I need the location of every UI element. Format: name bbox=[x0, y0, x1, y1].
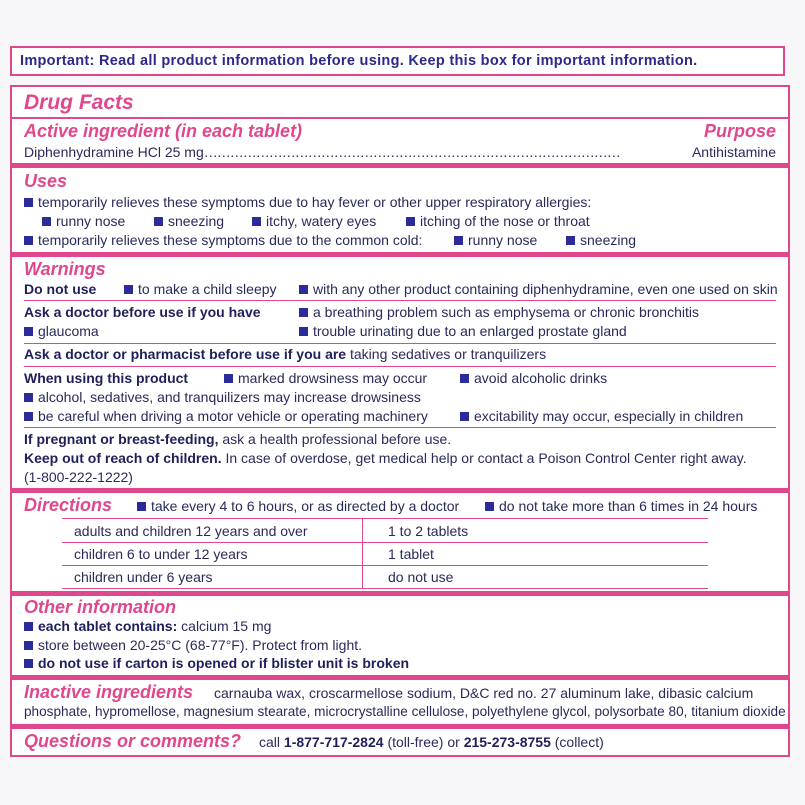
bullet-icon bbox=[299, 285, 308, 294]
active-ingredient-line bbox=[24, 144, 776, 160]
warning-item-text: with any other product containing diphenhydramine, even one used on skin bbox=[313, 281, 778, 297]
warning-item-text: alcohol, sedatives, and tranquilizers may increase drowsiness bbox=[38, 389, 421, 405]
pregnant-text: ask a health professional before use. bbox=[222, 431, 452, 447]
uses-item-text: itchy, watery eyes bbox=[266, 213, 377, 229]
keep-out-heading: Keep out of reach of children. bbox=[24, 450, 222, 466]
drug-facts-panel bbox=[10, 85, 790, 757]
poison-control-phone: (1-800-222-1222) bbox=[24, 469, 133, 485]
uses-item-text: sneezing bbox=[580, 232, 637, 248]
active-ingredient-heading: Active ingredient (in each tablet) bbox=[24, 121, 303, 141]
uses-item-text: itching of the nose or throat bbox=[420, 213, 590, 229]
bullet-icon bbox=[566, 236, 575, 245]
bullet-icon bbox=[154, 217, 163, 226]
section-divider bbox=[12, 163, 788, 168]
bullet-icon bbox=[24, 412, 33, 421]
warning-item bbox=[24, 408, 428, 424]
tollfree-number[interactable]: 1-877-717-2824 bbox=[283, 734, 384, 750]
bullet-icon bbox=[24, 198, 33, 207]
bullet-icon bbox=[42, 217, 51, 226]
bullet-icon bbox=[24, 641, 33, 650]
bullet-icon bbox=[137, 502, 146, 511]
other-info-text: calcium 15 mg bbox=[181, 618, 272, 634]
bullet-icon bbox=[224, 374, 233, 383]
table-border bbox=[62, 588, 708, 589]
bullet-icon bbox=[406, 217, 415, 226]
purpose-text: Antihistamine bbox=[691, 144, 776, 160]
warning-item bbox=[124, 281, 277, 297]
bullet-icon bbox=[460, 374, 469, 383]
direction-item-text: do not take more than 6 times in 24 hours bbox=[499, 498, 758, 514]
other-info-item bbox=[24, 637, 362, 653]
table-border bbox=[62, 518, 708, 519]
dosage-who: adults and children 12 years and over bbox=[74, 523, 308, 539]
collect-text: (collect) bbox=[554, 734, 604, 750]
questions-contact bbox=[259, 734, 604, 750]
directions-heading: Directions bbox=[24, 495, 113, 515]
warning-item bbox=[299, 281, 778, 297]
uses-heading: Uses bbox=[24, 171, 68, 191]
other-info-item bbox=[24, 655, 409, 671]
other-info-heading: Other information bbox=[24, 597, 176, 617]
warnings-heading: Warnings bbox=[24, 259, 106, 279]
section-divider bbox=[12, 252, 788, 257]
ask-pharmacist-line bbox=[24, 346, 546, 362]
when-using-heading: When using this product bbox=[24, 370, 189, 386]
questions-heading: Questions or comments? bbox=[24, 731, 242, 751]
warning-item bbox=[460, 408, 743, 424]
dosage-amount: 1 to 2 tablets bbox=[388, 523, 469, 539]
bullet-icon bbox=[24, 236, 33, 245]
warning-item bbox=[24, 389, 421, 405]
uses-item bbox=[42, 213, 125, 229]
ask-pharmacist-heading: Ask a doctor or pharmacist before use if you are bbox=[24, 346, 347, 362]
important-notice: Important: Read all product information before using. Keep this box for important information. bbox=[10, 46, 785, 76]
warning-item-text: marked drowsiness may occur bbox=[238, 370, 428, 386]
warning-item bbox=[299, 323, 627, 339]
bullet-icon bbox=[485, 502, 494, 511]
warning-item bbox=[460, 370, 607, 386]
section-divider bbox=[12, 488, 788, 493]
purpose-heading: Purpose bbox=[703, 121, 776, 141]
uses-item-text: runny nose bbox=[468, 232, 538, 248]
table-column-divider bbox=[362, 518, 363, 588]
table-border bbox=[62, 565, 708, 566]
uses-item bbox=[252, 213, 376, 229]
uses-line-1-text: temporarily relieves these symptoms due to hay fever or other upper respiratory allergies: bbox=[38, 194, 592, 210]
bullet-icon bbox=[24, 327, 33, 336]
drug-facts-title: Drug Facts bbox=[24, 91, 134, 114]
bullet-icon bbox=[24, 393, 33, 402]
ask-pharmacist-text: taking sedatives or tranquilizers bbox=[350, 346, 547, 362]
other-info-text: do not use if carton is opened or if blister unit is broken bbox=[38, 655, 410, 671]
bullet-icon bbox=[24, 622, 33, 631]
warning-item-text: trouble urinating due to an enlarged prostate gland bbox=[313, 323, 627, 339]
bullet-icon bbox=[299, 308, 308, 317]
warning-item-text: excitability may occur, especially in children bbox=[474, 408, 744, 424]
uses-item bbox=[154, 213, 224, 229]
collect-number[interactable]: 215-273-8755 bbox=[463, 734, 551, 750]
section-divider bbox=[12, 724, 788, 729]
warning-item-text: be careful when driving a motor vehicle or operating machinery bbox=[38, 408, 428, 424]
divider bbox=[24, 366, 776, 367]
do-not-use-heading: Do not use bbox=[24, 281, 97, 297]
bullet-icon bbox=[24, 659, 33, 668]
keep-out-line bbox=[24, 450, 747, 466]
divider bbox=[24, 300, 776, 301]
uses-item-text: runny nose bbox=[56, 213, 126, 229]
bullet-icon bbox=[299, 327, 308, 336]
ask-doctor-heading: Ask a doctor before use if you have bbox=[24, 304, 261, 320]
uses-line-1 bbox=[24, 194, 591, 210]
warning-item-text: to make a child sleepy bbox=[138, 281, 277, 297]
direction-item-text: take every 4 to 6 hours, or as directed by a doctor bbox=[151, 498, 460, 514]
divider bbox=[24, 343, 776, 344]
uses-item-text: sneezing bbox=[168, 213, 225, 229]
other-info-bold: each tablet contains: bbox=[38, 618, 178, 634]
inactive-ingredients-line-2: phosphate, hypromellose, magnesium stearate, microcrystalline cellulose, polyethylene glycol, polysorbate 80, titanium dioxide bbox=[24, 704, 786, 719]
warning-item bbox=[224, 370, 427, 386]
bullet-icon bbox=[124, 285, 133, 294]
divider bbox=[24, 427, 776, 428]
section-divider bbox=[12, 675, 788, 680]
tollfree-text: (toll-free) or bbox=[387, 734, 460, 750]
direction-item bbox=[485, 498, 757, 514]
warning-item-text: a breathing problem such as emphysema or chronic bronchitis bbox=[313, 304, 699, 320]
inactive-ingredients-line-1: carnauba wax, croscarmellose sodium, D&C red no. 27 aluminum lake, dibasic calcium bbox=[214, 685, 754, 701]
uses-line-2 bbox=[24, 232, 422, 248]
warning-item bbox=[24, 323, 99, 339]
section-divider bbox=[12, 591, 788, 596]
warning-item bbox=[299, 304, 699, 320]
dosage-amount: do not use bbox=[388, 569, 454, 585]
divider bbox=[12, 117, 788, 119]
leader-dots: …………………………………………………………………………………… bbox=[203, 144, 620, 160]
pregnant-heading: If pregnant or breast-feeding, bbox=[24, 431, 219, 447]
dosage-who: children 6 to under 12 years bbox=[74, 546, 248, 562]
ingredient-name: Diphenhydramine HCl 25 mg bbox=[24, 144, 204, 160]
dosage-who: children under 6 years bbox=[74, 569, 213, 585]
pregnant-line bbox=[24, 431, 451, 447]
other-info-text: store between 20-25°C (68-77°F). Protect from light. bbox=[38, 637, 363, 653]
uses-item bbox=[566, 232, 636, 248]
bullet-icon bbox=[454, 236, 463, 245]
inactive-ingredients-heading: Inactive ingredients bbox=[24, 682, 194, 702]
uses-item bbox=[406, 213, 590, 229]
direction-item bbox=[137, 498, 459, 514]
table-border bbox=[62, 542, 708, 543]
other-info-item bbox=[24, 618, 271, 634]
call-text: call bbox=[259, 734, 281, 750]
warning-item-text: avoid alcoholic drinks bbox=[474, 370, 608, 386]
bullet-icon bbox=[252, 217, 261, 226]
bullet-icon bbox=[460, 412, 469, 421]
dosage-amount: 1 tablet bbox=[388, 546, 434, 562]
uses-line-2-text: temporarily relieves these symptoms due to the common cold: bbox=[38, 232, 423, 248]
keep-out-text: In case of overdose, get medical help or contact a Poison Control Center right away. bbox=[225, 450, 747, 466]
uses-item bbox=[454, 232, 537, 248]
warning-item-text: glaucoma bbox=[38, 323, 99, 339]
